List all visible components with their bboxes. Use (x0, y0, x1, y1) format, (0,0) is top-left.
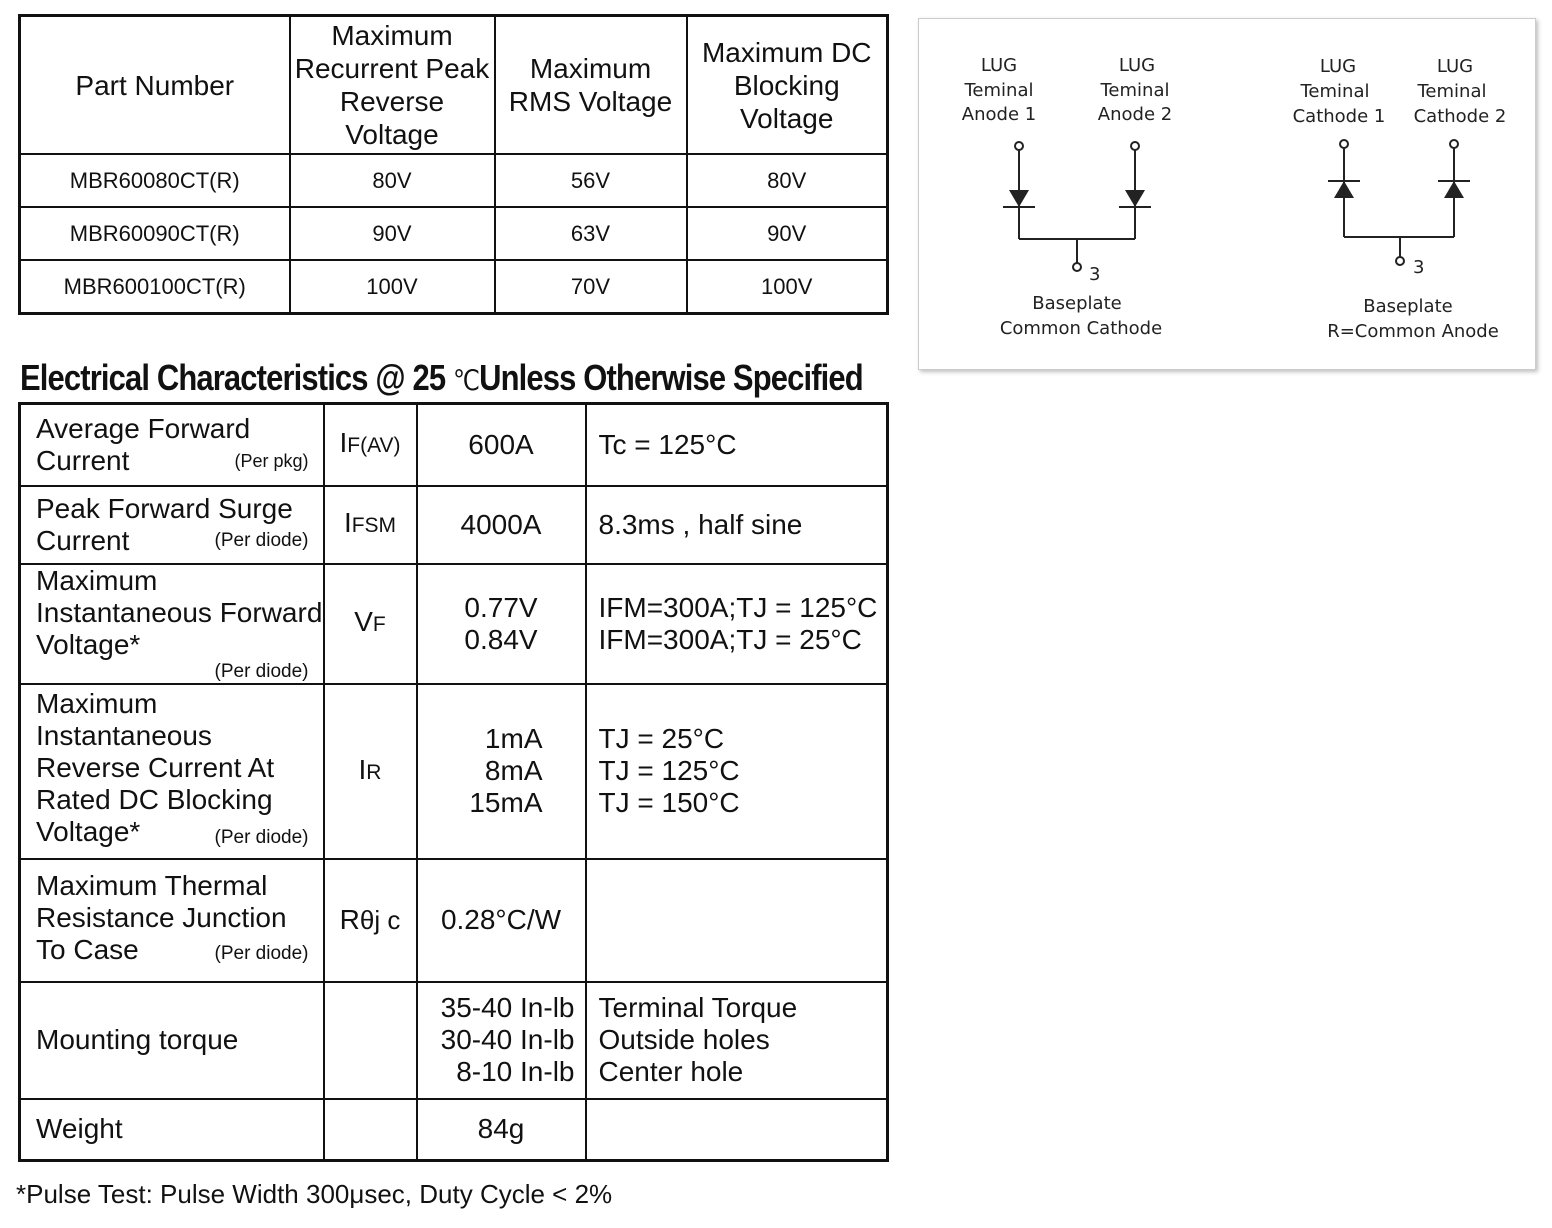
symbol: R (339, 904, 360, 935)
symbol: V (354, 606, 373, 637)
label-line: Teminal (1300, 81, 1370, 102)
symbol: I (339, 427, 348, 459)
value: 1mA (484, 723, 543, 754)
lug-terminal-icon (1015, 142, 1023, 150)
part-number: MBR60080CT(R) (20, 154, 290, 207)
condition: Terminal Torque (598, 992, 798, 1023)
table-row (20, 564, 888, 684)
diode-icon (1009, 190, 1029, 207)
label-line: Teminal (964, 80, 1034, 101)
condition: IFM=300A;TJ = 125°C (598, 591, 878, 623)
table-row (20, 404, 888, 486)
diode-icon (1125, 190, 1145, 207)
label-line: LUG (1319, 56, 1357, 77)
condition: IFM=300A;TJ = 25°C (598, 623, 862, 655)
label-line: Cathode 1 (1292, 106, 1386, 127)
condition: Outside holes (598, 1024, 770, 1055)
heading-post: Unless Otherwise Specified (479, 357, 863, 398)
pin-number: 3 (1413, 257, 1425, 278)
part-number: MBR60090CT(R) (20, 207, 290, 260)
value: 15mA (469, 787, 543, 818)
param-label: Average Forward Current (36, 412, 251, 476)
value: 0.77V (464, 591, 538, 623)
param-label: Maximum Instantaneous Forward Voltage* (36, 564, 323, 660)
param-label: Weight (36, 1113, 123, 1145)
param-label: Peak Forward Surge Current (36, 492, 293, 556)
condition: TJ = 125°C (598, 755, 740, 786)
label-line: Cathode 2 (1413, 106, 1507, 127)
caption-line: Common Cathode (999, 318, 1163, 339)
lug-terminal-icon (1131, 142, 1139, 150)
param-note: (Per pkg) (234, 450, 309, 471)
label-line: LUG (1118, 55, 1156, 76)
param-label: Maximum Instantaneous Reverse Current At Rated DC Blocking Voltage* (36, 688, 275, 847)
value: 0.28°C/W (440, 904, 562, 935)
condition: Center hole (598, 1056, 744, 1087)
condition: 8.3ms , half sine (598, 508, 803, 540)
value: 35-40 In-lb (440, 992, 575, 1023)
section-heading (20, 356, 863, 400)
ratings-table (18, 14, 889, 315)
caption-line: R=Common Anode (1327, 321, 1499, 342)
symbol-sub: FSM (351, 514, 397, 537)
condition: Tc = 125°C (598, 428, 737, 460)
ratings-header: Maximum Recurrent Peak Reverse Voltage (290, 16, 495, 155)
pin-number: 3 (1089, 264, 1101, 285)
ratings-header-row (20, 16, 888, 155)
cell: 63V (495, 207, 687, 260)
schematic-diagram (919, 19, 1535, 369)
param-label: Maximum Thermal Resistance Junction To Case (36, 870, 287, 965)
cell: 80V (290, 154, 495, 207)
param-note: (Per diode) (214, 827, 309, 848)
value: 600A (468, 428, 534, 460)
cell: 90V (290, 207, 495, 260)
symbol-sub: F (372, 613, 386, 636)
value: 4000A (460, 508, 542, 540)
symbol: I (358, 753, 367, 785)
ratings-header: Part Number (20, 16, 290, 155)
cell: 90V (687, 207, 888, 260)
label-line: LUG (1436, 56, 1474, 77)
param-note: (Per diode) (214, 943, 309, 964)
table-row (20, 207, 888, 260)
symbol-sub: θj c (359, 905, 401, 935)
symbol-sub: F(AV) (347, 434, 401, 458)
symbol: I (343, 507, 352, 538)
lug-terminal-icon (1340, 140, 1348, 148)
label-line: Teminal (1417, 81, 1487, 102)
baseplate-terminal-icon (1396, 257, 1404, 265)
table-row (20, 982, 888, 1099)
lug-terminal-icon (1450, 140, 1458, 148)
condition: TJ = 25°C (598, 723, 725, 754)
param-note: (Per diode) (214, 660, 309, 682)
heading-pre: Electrical Characteristics @ 25 (20, 357, 446, 398)
ratings-header: Maximum DC Blocking Voltage (687, 16, 888, 155)
table-row (20, 154, 888, 207)
table-row (20, 260, 888, 314)
value: 8-10 In-lb (456, 1056, 575, 1087)
condition: TJ = 150°C (598, 787, 740, 818)
value: 30-40 In-lb (440, 1024, 575, 1055)
table-row (20, 1099, 888, 1161)
cell: 100V (290, 260, 495, 314)
schematic-panel (918, 18, 1536, 370)
label-line: LUG (980, 55, 1018, 76)
cell: 100V (687, 260, 888, 314)
diode-icon (1334, 181, 1354, 198)
param-note: (Per diode) (214, 529, 309, 551)
table-row (20, 684, 888, 859)
value: 0.84V (464, 623, 538, 655)
electrical-table (18, 402, 889, 1162)
heading-deg: ℃ (452, 365, 480, 396)
footnote: *Pulse Test: Pulse Width 300μsec, Duty Cycle < 2% (16, 1179, 613, 1209)
baseplate-terminal-icon (1073, 263, 1081, 271)
table-row (20, 859, 888, 982)
cell: 80V (687, 154, 888, 207)
caption-line: Baseplate (1363, 296, 1453, 317)
diode-icon (1444, 181, 1464, 198)
label-line: Teminal (1100, 80, 1170, 101)
cell: 70V (495, 260, 687, 314)
cell: 56V (495, 154, 687, 207)
param-label: Mounting torque (36, 1024, 239, 1055)
table-row (20, 486, 888, 564)
label-line: Anode 1 (961, 104, 1037, 125)
label-line: Anode 2 (1097, 104, 1173, 125)
part-number: MBR600100CT(R) (20, 260, 290, 314)
symbol-sub: R (366, 760, 382, 784)
value: 84g (477, 1113, 525, 1145)
value: 8mA (484, 755, 543, 786)
caption-line: Baseplate (1032, 293, 1122, 314)
ratings-header: Maximum RMS Voltage (495, 16, 687, 155)
